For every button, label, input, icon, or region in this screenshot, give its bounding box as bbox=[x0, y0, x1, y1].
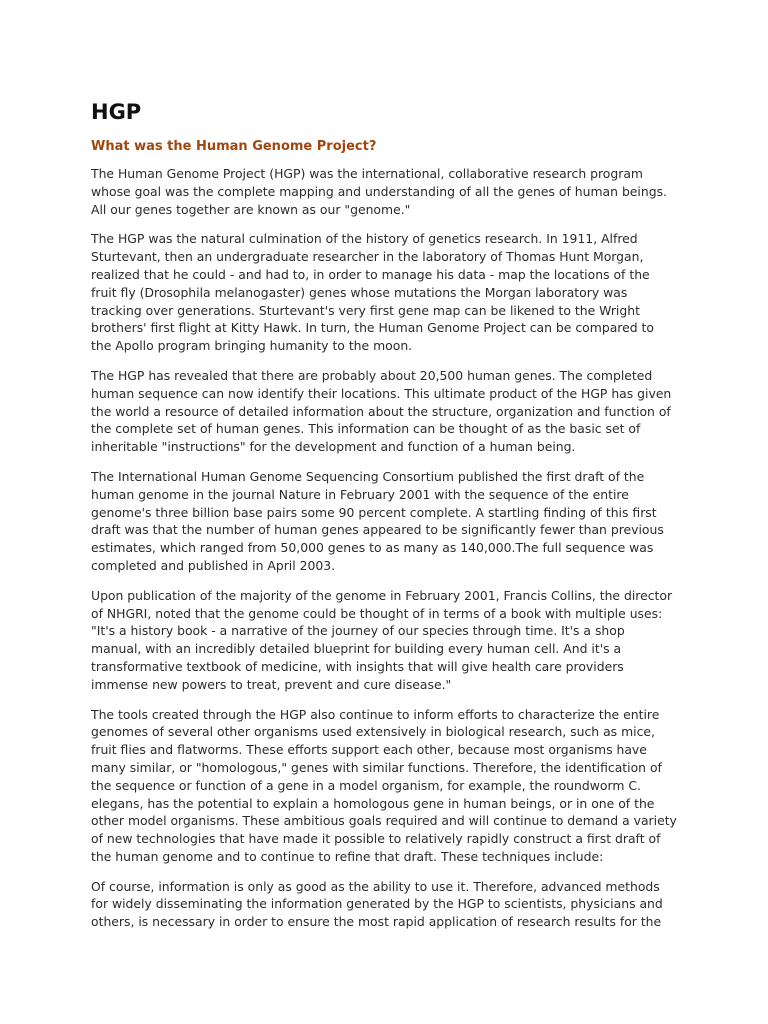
paragraph-4: The International Human Genome Sequencing Consortium published the first draft of the human genome in the journal Nature in February 2001 with the sequence of the entire genome's three billion base pairs some 90 percent complete. A startling finding of this first draft was that the number of human genes appeared to be significantly fewer than previous estimates, which ranged from 50,000 genes to as many as 140,000.The full sequence was completed and published in April 2003. bbox=[91, 468, 664, 573]
paragraph-6: The tools created through the HGP also continue to inform efforts to characterize the entire genomes of several other organisms used extensively in biological research, such as mice, fruit flies and flatworms. These efforts support each other, because most organisms have many similar, or "homologous," genes with similar functions. Therefore, the identification of the sequence or function of a gene in a model organism, for example, the roundworm C. elegans, has the potential to explain a homologous gene in human beings, or in one of the other model organisms. These ambitious goals required and will continue to demand a variety of new technologies that have made it possible to relatively rapidly construct a first draft of the human genome and to continue to refine that draft. These techniques include: bbox=[91, 706, 677, 864]
document-body bbox=[91, 98, 677, 931]
paragraph-1: The Human Genome Project (HGP) was the international, collaborative research program whose goal was the complete mapping and understanding of all the genes of human beings. All our genes together are known as our "genome." bbox=[91, 166, 667, 217]
document-title: HGP bbox=[91, 100, 142, 124]
section-heading: What was the Human Genome Project? bbox=[91, 139, 377, 154]
paragraph-7: Of course, information is only as good as the ability to use it. Therefore, advanced methods for widely disseminating the information generated by the HGP to scientists, physicians and others, is necessary in order to ensure the most rapid application of research results for the bbox=[91, 878, 663, 930]
paragraph-2: The HGP was the natural culmination of the history of genetics research. In 1911, Alfred Sturtevant, then an undergraduate researcher in the laboratory of Thomas Hunt Morgan, realized that he could - and had to, in order to manage his data - map the locations of the fruit fly (Drosophila melanogaster) genes whose mutations the Morgan laboratory was tracking over generations. Sturtevant's very first gene map can be likened to the Wright brothers' first flight at Kitty Hawk. In turn, the Human Genome Project can be compared to the Apollo program bringing humanity to the moon. bbox=[91, 231, 654, 354]
paragraph-3: The HGP has revealed that there are probably about 20,500 human genes. The completed human sequence can now identify their locations. This ultimate product of the HGP has given the world a resource of detailed information about the structure, organization and function of the complete set of human genes. This information can be thought of as the basic set of inheritable "instructions" for the development and function of a human being. bbox=[91, 367, 672, 455]
paragraph-5: Upon publication of the majority of the genome in February 2001, Francis Collins, the director of NHGRI, noted that the genome could be thought of in terms of a book with multiple uses: "It's a history book - a narrative of the journey of our species through time. It's a shop manual, with an incredibly detailed blueprint for building every human cell. And it's a transformative textbook of medicine, with insights that will give health care providers immense new powers to treat, prevent and cure disease." bbox=[91, 587, 673, 692]
